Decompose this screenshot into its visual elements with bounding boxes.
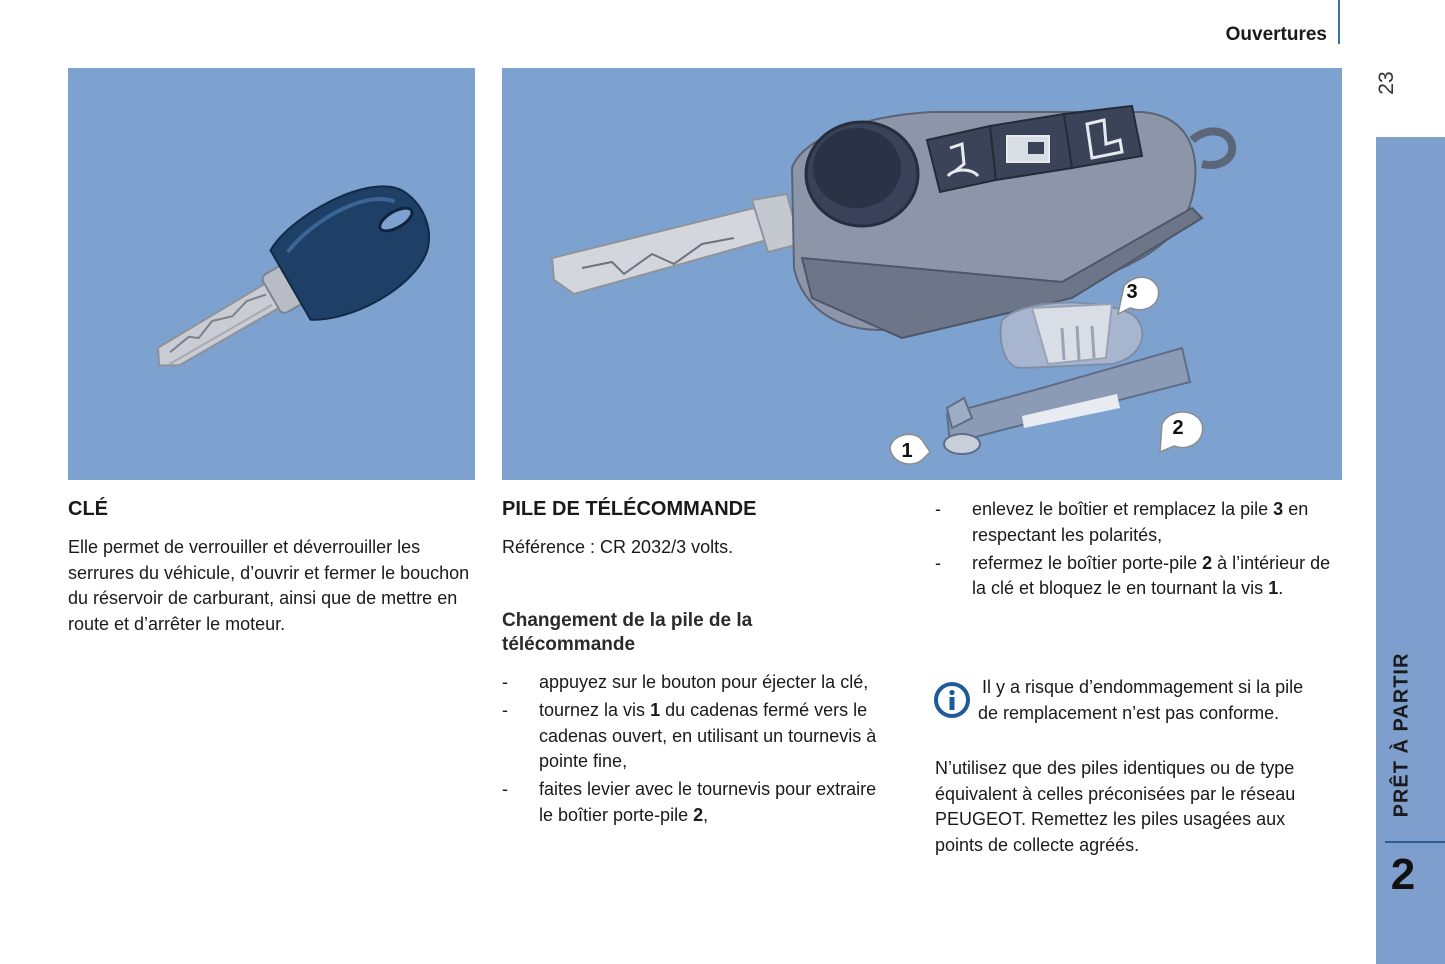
remote-key-illustration	[502, 68, 1342, 480]
key-figure	[68, 68, 475, 480]
cle-description: Elle permet de verrouiller et déverrouiller les serrures du véhicule, d’ouvrir et fermer le bouchon du réservoir de carburant, ainsi que de mettre en route et d’arrêter le moteur.	[68, 537, 470, 634]
list-item: - faites levier avec le tournevis pour extraire le boîtier porte-pile 2,	[502, 779, 877, 825]
svg-text:2: 2	[1172, 417, 1184, 439]
callout-2	[1160, 412, 1203, 452]
key-illustration	[68, 68, 475, 480]
pile-reference: Référence : CR 2032/3 volts.	[502, 537, 734, 557]
chapter-tab-label: PRÊT À PARTIR	[1390, 652, 1413, 818]
page-number: 23	[1375, 71, 1398, 95]
list-item: - refermez le boîtier porte-pile 2 à l’intérieur de la clé et bloquez le en tournant la vis 1.	[935, 552, 1331, 598]
callout-1	[890, 434, 930, 464]
header-rule	[1338, 0, 1340, 44]
svg-text:3: 3	[1126, 281, 1138, 303]
pile-change-heading: Changement de la pile de la télécommande	[502, 610, 753, 655]
chapter-tab	[1376, 137, 1445, 964]
steps-list-part2	[935, 497, 1335, 604]
chapter-tab-rule	[1385, 841, 1445, 843]
info-icon	[934, 682, 970, 718]
cle-heading: CLÉ	[68, 498, 108, 520]
list-item: - tournez la vis 1 du cadenas fermé vers le cadenas ouvert, en utilisant un tournevis à pointe fine,	[502, 700, 877, 771]
svg-text:1: 1	[901, 440, 913, 462]
list-item: - appuyez sur le bouton pour éjecter la clé,	[502, 672, 869, 692]
callout-3	[1118, 277, 1159, 314]
pile-heading: PILE DE TÉLÉCOMMANDE	[502, 498, 757, 520]
remote-key-figure	[502, 68, 1342, 480]
running-header: Ouvertures	[1225, 24, 1327, 45]
steps-list-part1	[502, 670, 892, 831]
note-warning: Il y a risque d’endommagement si la pile de remplacement n’est pas conforme.	[978, 677, 1304, 723]
list-item: - enlevez le boîtier et remplacez la pile 3 en respectant les polarités,	[935, 499, 1309, 545]
chapter-number: 2	[1390, 850, 1416, 899]
note-recycling: N’utilisez que des piles identiques ou de type équivalent à celles préconisées par le réseau PEUGEOT. Remettez les piles usagées aux points de collecte agréés.	[935, 758, 1296, 855]
